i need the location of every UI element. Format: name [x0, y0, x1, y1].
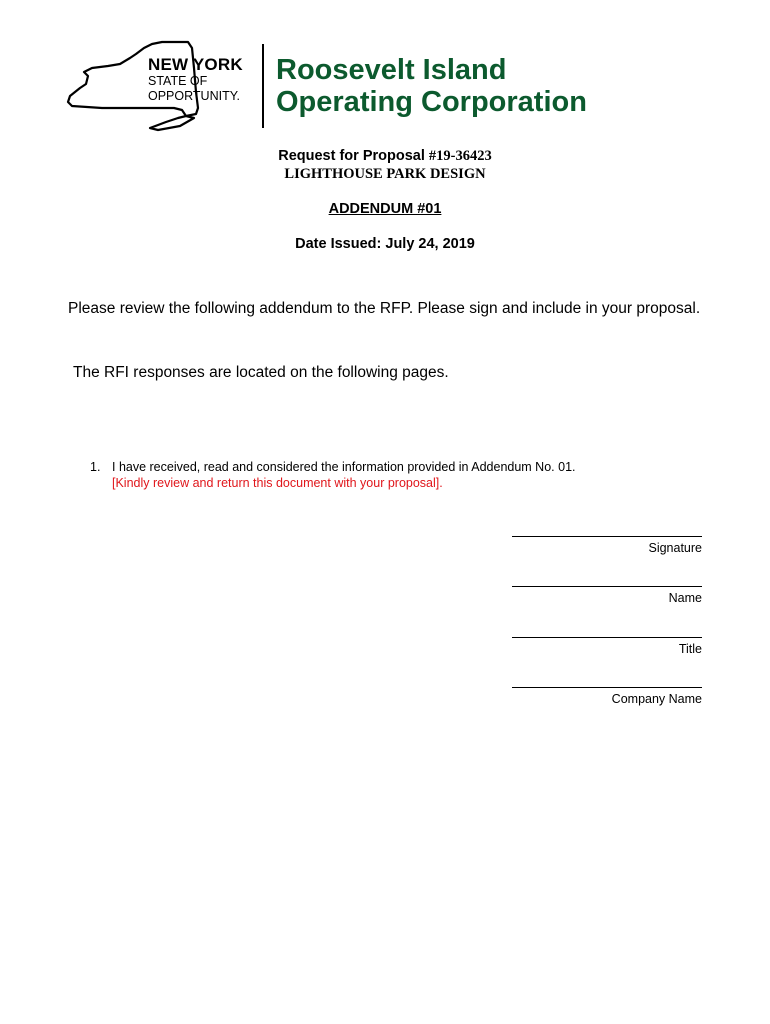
rfi-notice: The RFI responses are located on the following pages.	[73, 364, 449, 381]
name-field[interactable]	[512, 586, 702, 605]
signature-line	[512, 536, 702, 537]
company-name-field[interactable]	[512, 687, 702, 706]
signature-field[interactable]	[512, 536, 702, 555]
org-name-line-1: Roosevelt Island	[276, 54, 507, 86]
title-line	[512, 637, 702, 638]
org-name-line-2: Operating Corporation	[276, 86, 587, 118]
addendum-heading: ADDENDUM #01	[328, 201, 442, 217]
rfp-number: #19-36423	[428, 148, 492, 164]
date-issued	[0, 236, 770, 252]
return-note: [Kindly review and return this document with your proposal].	[112, 476, 443, 490]
state-tagline-2: OPPORTUNITY.	[148, 88, 240, 103]
title-field[interactable]	[512, 637, 702, 656]
state-name: NEW YORK	[148, 55, 243, 74]
company-name-line	[512, 687, 702, 688]
acknowledgement-text: I have received, read and considered the information provided in Addendum No. 01.	[112, 460, 576, 474]
state-tagline-1: STATE OF	[148, 74, 208, 88]
date-label: Date Issued:	[295, 236, 386, 252]
title-label: Title	[678, 642, 702, 656]
rfp-title	[0, 148, 770, 165]
name-line	[512, 586, 702, 587]
logo-divider	[262, 44, 264, 128]
review-instructions: Please review the following addendum to the RFP. Please sign and include in your proposal.	[68, 300, 701, 317]
signature-label: Signature	[648, 541, 702, 555]
project-name: LIGHTHOUSE PARK DESIGN	[284, 166, 486, 182]
nys-wordmark	[148, 56, 243, 102]
company-name-label: Company Name	[611, 692, 702, 706]
organization-name	[276, 54, 587, 118]
name-label: Name	[668, 591, 702, 605]
date-value: July 24, 2019	[385, 236, 475, 252]
acknowledgement-item	[90, 459, 576, 491]
item-number: 1.	[90, 460, 101, 474]
rfp-prefix: Request for Proposal	[278, 148, 429, 164]
